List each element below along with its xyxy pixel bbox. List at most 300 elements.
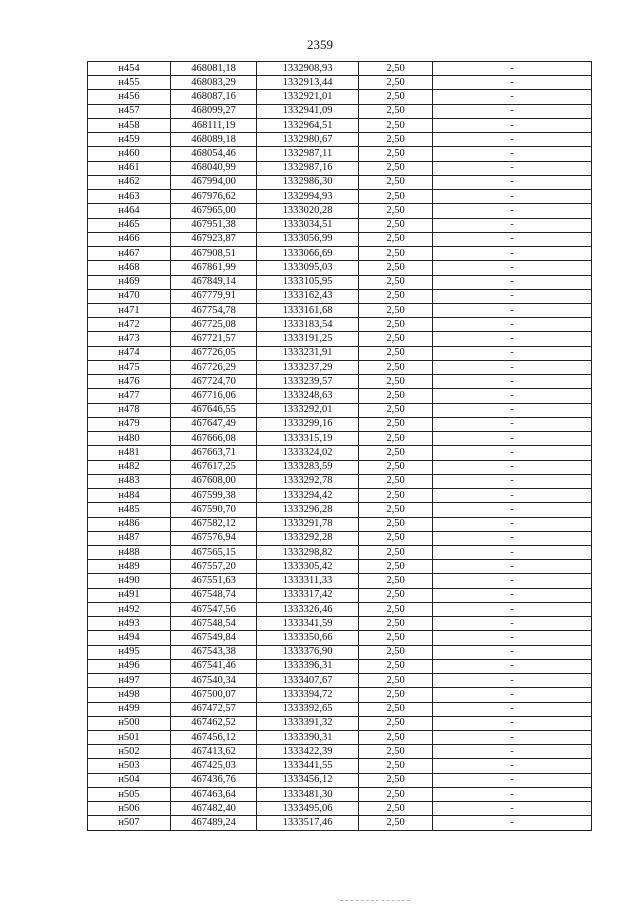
- point-id-cell: н459: [88, 133, 171, 147]
- point-id-cell: н495: [88, 645, 171, 659]
- point-id-cell: н483: [88, 474, 171, 488]
- table-row: [88, 446, 592, 460]
- x-coordinate-cell: 467599,38: [171, 489, 257, 503]
- table-row: [88, 531, 592, 545]
- point-id-cell: н466: [88, 232, 171, 246]
- table-row: [88, 62, 592, 76]
- description-cell: -: [433, 76, 592, 90]
- table-row: [88, 289, 592, 303]
- description-cell: -: [433, 332, 592, 346]
- y-coordinate-cell: 1333324,02: [257, 446, 359, 460]
- description-cell: -: [433, 588, 592, 602]
- table-row: [88, 133, 592, 147]
- point-id-cell: н454: [88, 62, 171, 76]
- accuracy-cell: 2,50: [359, 517, 433, 531]
- description-cell: -: [433, 118, 592, 132]
- x-coordinate-cell: 467666,08: [171, 432, 257, 446]
- description-cell: -: [433, 432, 592, 446]
- table-row: [88, 574, 592, 588]
- accuracy-cell: 2,50: [359, 731, 433, 745]
- description-cell: -: [433, 787, 592, 801]
- y-coordinate-cell: 1333191,25: [257, 332, 359, 346]
- y-coordinate-cell: 1333350,66: [257, 631, 359, 645]
- description-cell: -: [433, 175, 592, 189]
- table-row: [88, 745, 592, 759]
- point-id-cell: н462: [88, 175, 171, 189]
- accuracy-cell: 2,50: [359, 460, 433, 474]
- point-id-cell: н472: [88, 318, 171, 332]
- y-coordinate-cell: 1332921,01: [257, 90, 359, 104]
- description-cell: -: [433, 261, 592, 275]
- point-id-cell: н478: [88, 403, 171, 417]
- y-coordinate-cell: 1333020,28: [257, 204, 359, 218]
- x-coordinate-cell: 467540,34: [171, 674, 257, 688]
- accuracy-cell: 2,50: [359, 531, 433, 545]
- x-coordinate-cell: 467779,91: [171, 289, 257, 303]
- x-coordinate-cell: 467489,24: [171, 816, 257, 830]
- table-row: [88, 332, 592, 346]
- y-coordinate-cell: 1333034,51: [257, 218, 359, 232]
- x-coordinate-cell: 467726,29: [171, 360, 257, 374]
- point-id-cell: н501: [88, 731, 171, 745]
- point-id-cell: н458: [88, 118, 171, 132]
- accuracy-cell: 2,50: [359, 261, 433, 275]
- point-id-cell: н473: [88, 332, 171, 346]
- table-row: [88, 787, 592, 801]
- accuracy-cell: 2,50: [359, 617, 433, 631]
- description-cell: -: [433, 417, 592, 431]
- x-coordinate-cell: 467548,54: [171, 617, 257, 631]
- x-coordinate-cell: 467908,51: [171, 247, 257, 261]
- y-coordinate-cell: 1333394,72: [257, 688, 359, 702]
- y-coordinate-cell: 1333392,65: [257, 702, 359, 716]
- point-id-cell: н474: [88, 346, 171, 360]
- y-coordinate-cell: 1333311,33: [257, 574, 359, 588]
- table-row: [88, 731, 592, 745]
- table-row: [88, 389, 592, 403]
- y-coordinate-cell: 1333237,29: [257, 360, 359, 374]
- point-id-cell: н493: [88, 617, 171, 631]
- point-id-cell: н484: [88, 489, 171, 503]
- accuracy-cell: 2,50: [359, 247, 433, 261]
- accuracy-cell: 2,50: [359, 389, 433, 403]
- accuracy-cell: 2,50: [359, 360, 433, 374]
- table-row: [88, 261, 592, 275]
- table-row: [88, 161, 592, 175]
- point-id-cell: н502: [88, 745, 171, 759]
- point-id-cell: н496: [88, 659, 171, 673]
- accuracy-cell: 2,50: [359, 645, 433, 659]
- description-cell: -: [433, 247, 592, 261]
- y-coordinate-cell: 1333291,78: [257, 517, 359, 531]
- accuracy-cell: 2,50: [359, 446, 433, 460]
- point-id-cell: н475: [88, 360, 171, 374]
- description-cell: -: [433, 731, 592, 745]
- x-coordinate-cell: 467462,52: [171, 716, 257, 730]
- description-cell: -: [433, 816, 592, 830]
- y-coordinate-cell: 1333305,42: [257, 560, 359, 574]
- description-cell: -: [433, 474, 592, 488]
- x-coordinate-cell: 468111,19: [171, 118, 257, 132]
- table-row: [88, 275, 592, 289]
- x-coordinate-cell: 467608,00: [171, 474, 257, 488]
- x-coordinate-cell: 467548,74: [171, 588, 257, 602]
- description-cell: -: [433, 403, 592, 417]
- y-coordinate-cell: 1333231,91: [257, 346, 359, 360]
- accuracy-cell: 2,50: [359, 118, 433, 132]
- point-id-cell: н489: [88, 560, 171, 574]
- description-cell: -: [433, 645, 592, 659]
- table-row: [88, 432, 592, 446]
- description-cell: -: [433, 375, 592, 389]
- coordinates-table: [87, 61, 592, 831]
- table-row: [88, 688, 592, 702]
- description-cell: -: [433, 802, 592, 816]
- x-coordinate-cell: 467965,00: [171, 204, 257, 218]
- table-row: [88, 247, 592, 261]
- x-coordinate-cell: 467724,70: [171, 375, 257, 389]
- description-cell: -: [433, 104, 592, 118]
- point-id-cell: н488: [88, 545, 171, 559]
- point-id-cell: н494: [88, 631, 171, 645]
- y-coordinate-cell: 1332987,16: [257, 161, 359, 175]
- coordinates-table-body: [88, 62, 592, 831]
- y-coordinate-cell: 1332980,67: [257, 133, 359, 147]
- table-row: [88, 631, 592, 645]
- table-row: [88, 759, 592, 773]
- x-coordinate-cell: 467425,03: [171, 759, 257, 773]
- y-coordinate-cell: 1333296,28: [257, 503, 359, 517]
- description-cell: -: [433, 232, 592, 246]
- x-coordinate-cell: 467565,15: [171, 545, 257, 559]
- table-row: [88, 303, 592, 317]
- description-cell: -: [433, 716, 592, 730]
- point-id-cell: н497: [88, 674, 171, 688]
- x-coordinate-cell: 467590,70: [171, 503, 257, 517]
- accuracy-cell: 2,50: [359, 503, 433, 517]
- x-coordinate-cell: 467994,00: [171, 175, 257, 189]
- table-row: [88, 90, 592, 104]
- x-coordinate-cell: 467951,38: [171, 218, 257, 232]
- table-row: [88, 118, 592, 132]
- table-row: [88, 218, 592, 232]
- accuracy-cell: 2,50: [359, 432, 433, 446]
- y-coordinate-cell: 1333183,54: [257, 318, 359, 332]
- table-row: [88, 489, 592, 503]
- x-coordinate-cell: 467413,62: [171, 745, 257, 759]
- table-row: [88, 375, 592, 389]
- description-cell: -: [433, 617, 592, 631]
- point-id-cell: н465: [88, 218, 171, 232]
- x-coordinate-cell: 467500,07: [171, 688, 257, 702]
- y-coordinate-cell: 1332908,93: [257, 62, 359, 76]
- accuracy-cell: 2,50: [359, 147, 433, 161]
- point-id-cell: н485: [88, 503, 171, 517]
- x-coordinate-cell: 468081,18: [171, 62, 257, 76]
- x-coordinate-cell: 467849,14: [171, 275, 257, 289]
- description-cell: -: [433, 90, 592, 104]
- x-coordinate-cell: 468099,27: [171, 104, 257, 118]
- y-coordinate-cell: 1333292,28: [257, 531, 359, 545]
- accuracy-cell: 2,50: [359, 62, 433, 76]
- accuracy-cell: 2,50: [359, 489, 433, 503]
- table-row: [88, 417, 592, 431]
- table-row: [88, 318, 592, 332]
- x-coordinate-cell: 468089,18: [171, 133, 257, 147]
- x-coordinate-cell: 468054,46: [171, 147, 257, 161]
- description-cell: -: [433, 161, 592, 175]
- accuracy-cell: 2,50: [359, 104, 433, 118]
- table-row: [88, 560, 592, 574]
- table-row: [88, 645, 592, 659]
- table-row: [88, 403, 592, 417]
- point-id-cell: н490: [88, 574, 171, 588]
- y-coordinate-cell: 1333105,95: [257, 275, 359, 289]
- accuracy-cell: 2,50: [359, 417, 433, 431]
- y-coordinate-cell: 1333456,12: [257, 773, 359, 787]
- x-coordinate-cell: 467551,63: [171, 574, 257, 588]
- accuracy-cell: 2,50: [359, 759, 433, 773]
- x-coordinate-cell: 467617,25: [171, 460, 257, 474]
- description-cell: -: [433, 503, 592, 517]
- y-coordinate-cell: 1333292,78: [257, 474, 359, 488]
- y-coordinate-cell: 1333056,99: [257, 232, 359, 246]
- table-row: [88, 702, 592, 716]
- point-id-cell: н470: [88, 289, 171, 303]
- accuracy-cell: 2,50: [359, 190, 433, 204]
- description-cell: -: [433, 517, 592, 531]
- y-coordinate-cell: 1333315,19: [257, 432, 359, 446]
- accuracy-cell: 2,50: [359, 802, 433, 816]
- description-cell: -: [433, 147, 592, 161]
- accuracy-cell: 2,50: [359, 787, 433, 801]
- accuracy-cell: 2,50: [359, 745, 433, 759]
- point-id-cell: н461: [88, 161, 171, 175]
- description-cell: -: [433, 62, 592, 76]
- table-row: [88, 802, 592, 816]
- description-cell: -: [433, 659, 592, 673]
- accuracy-cell: 2,50: [359, 560, 433, 574]
- point-id-cell: н504: [88, 773, 171, 787]
- x-coordinate-cell: 467923,87: [171, 232, 257, 246]
- table-row: [88, 204, 592, 218]
- y-coordinate-cell: 1333341,59: [257, 617, 359, 631]
- accuracy-cell: 2,50: [359, 816, 433, 830]
- x-coordinate-cell: 468087,16: [171, 90, 257, 104]
- table-row: [88, 147, 592, 161]
- accuracy-cell: 2,50: [359, 218, 433, 232]
- point-id-cell: н480: [88, 432, 171, 446]
- y-coordinate-cell: 1333292,01: [257, 403, 359, 417]
- table-row: [88, 460, 592, 474]
- table-row: [88, 503, 592, 517]
- accuracy-cell: 2,50: [359, 232, 433, 246]
- table-row: [88, 76, 592, 90]
- point-id-cell: н503: [88, 759, 171, 773]
- accuracy-cell: 2,50: [359, 659, 433, 673]
- description-cell: -: [433, 190, 592, 204]
- accuracy-cell: 2,50: [359, 175, 433, 189]
- y-coordinate-cell: 1332987,11: [257, 147, 359, 161]
- point-id-cell: н491: [88, 588, 171, 602]
- table-row: [88, 773, 592, 787]
- description-cell: -: [433, 318, 592, 332]
- table-row: [88, 545, 592, 559]
- y-coordinate-cell: 1332913,44: [257, 76, 359, 90]
- accuracy-cell: 2,50: [359, 332, 433, 346]
- x-coordinate-cell: 467456,12: [171, 731, 257, 745]
- table-row: [88, 674, 592, 688]
- accuracy-cell: 2,50: [359, 545, 433, 559]
- accuracy-cell: 2,50: [359, 631, 433, 645]
- description-cell: -: [433, 218, 592, 232]
- y-coordinate-cell: 1333248,63: [257, 389, 359, 403]
- x-coordinate-cell: 467716,06: [171, 389, 257, 403]
- accuracy-cell: 2,50: [359, 204, 433, 218]
- accuracy-cell: 2,50: [359, 574, 433, 588]
- point-id-cell: н476: [88, 375, 171, 389]
- point-id-cell: н460: [88, 147, 171, 161]
- point-id-cell: н464: [88, 204, 171, 218]
- table-row: [88, 474, 592, 488]
- accuracy-cell: 2,50: [359, 403, 433, 417]
- table-row: [88, 360, 592, 374]
- x-coordinate-cell: 467582,12: [171, 517, 257, 531]
- y-coordinate-cell: 1333517,46: [257, 816, 359, 830]
- y-coordinate-cell: 1332986,30: [257, 175, 359, 189]
- accuracy-cell: 2,50: [359, 133, 433, 147]
- accuracy-cell: 2,50: [359, 303, 433, 317]
- table-row: [88, 659, 592, 673]
- y-coordinate-cell: 1333066,69: [257, 247, 359, 261]
- y-coordinate-cell: 1333326,46: [257, 602, 359, 616]
- accuracy-cell: 2,50: [359, 289, 433, 303]
- y-coordinate-cell: 1333294,42: [257, 489, 359, 503]
- table-row: [88, 716, 592, 730]
- accuracy-cell: 2,50: [359, 76, 433, 90]
- table-row: [88, 190, 592, 204]
- x-coordinate-cell: 467557,20: [171, 560, 257, 574]
- footer-line: [340, 900, 410, 901]
- y-coordinate-cell: 1333407,67: [257, 674, 359, 688]
- accuracy-cell: 2,50: [359, 716, 433, 730]
- description-cell: -: [433, 489, 592, 503]
- description-cell: -: [433, 773, 592, 787]
- accuracy-cell: 2,50: [359, 674, 433, 688]
- y-coordinate-cell: 1332964,51: [257, 118, 359, 132]
- description-cell: -: [433, 688, 592, 702]
- x-coordinate-cell: 467726,05: [171, 346, 257, 360]
- x-coordinate-cell: 467541,46: [171, 659, 257, 673]
- x-coordinate-cell: 467725,08: [171, 318, 257, 332]
- table-row: [88, 104, 592, 118]
- y-coordinate-cell: 1333481,30: [257, 787, 359, 801]
- point-id-cell: н463: [88, 190, 171, 204]
- y-coordinate-cell: 1332994,93: [257, 190, 359, 204]
- accuracy-cell: 2,50: [359, 90, 433, 104]
- description-cell: -: [433, 531, 592, 545]
- accuracy-cell: 2,50: [359, 375, 433, 389]
- y-coordinate-cell: 1333161,68: [257, 303, 359, 317]
- description-cell: -: [433, 275, 592, 289]
- point-id-cell: н468: [88, 261, 171, 275]
- point-id-cell: н469: [88, 275, 171, 289]
- accuracy-cell: 2,50: [359, 346, 433, 360]
- x-coordinate-cell: 467647,49: [171, 417, 257, 431]
- y-coordinate-cell: 1333495,06: [257, 802, 359, 816]
- y-coordinate-cell: 1333162,43: [257, 289, 359, 303]
- table-row: [88, 517, 592, 531]
- description-cell: -: [433, 460, 592, 474]
- x-coordinate-cell: 468040,99: [171, 161, 257, 175]
- point-id-cell: н499: [88, 702, 171, 716]
- accuracy-cell: 2,50: [359, 702, 433, 716]
- description-cell: -: [433, 289, 592, 303]
- accuracy-cell: 2,50: [359, 474, 433, 488]
- description-cell: -: [433, 702, 592, 716]
- point-id-cell: н456: [88, 90, 171, 104]
- description-cell: -: [433, 204, 592, 218]
- point-id-cell: н457: [88, 104, 171, 118]
- page-number: 2359: [307, 37, 333, 52]
- description-cell: -: [433, 574, 592, 588]
- accuracy-cell: 2,50: [359, 773, 433, 787]
- y-coordinate-cell: 1333283,59: [257, 460, 359, 474]
- accuracy-cell: 2,50: [359, 602, 433, 616]
- y-coordinate-cell: 1332941,09: [257, 104, 359, 118]
- table-row: [88, 346, 592, 360]
- x-coordinate-cell: 467721,57: [171, 332, 257, 346]
- x-coordinate-cell: 467549,84: [171, 631, 257, 645]
- description-cell: -: [433, 745, 592, 759]
- point-id-cell: н498: [88, 688, 171, 702]
- point-id-cell: н506: [88, 802, 171, 816]
- table-row: [88, 617, 592, 631]
- description-cell: -: [433, 133, 592, 147]
- description-cell: -: [433, 346, 592, 360]
- y-coordinate-cell: 1333317,42: [257, 588, 359, 602]
- y-coordinate-cell: 1333239,57: [257, 375, 359, 389]
- y-coordinate-cell: 1333441,55: [257, 759, 359, 773]
- x-coordinate-cell: 468083,29: [171, 76, 257, 90]
- x-coordinate-cell: 467436,76: [171, 773, 257, 787]
- table-row: [88, 602, 592, 616]
- y-coordinate-cell: 1333299,16: [257, 417, 359, 431]
- point-id-cell: н500: [88, 716, 171, 730]
- table-row: [88, 232, 592, 246]
- point-id-cell: н486: [88, 517, 171, 531]
- x-coordinate-cell: 467472,57: [171, 702, 257, 716]
- x-coordinate-cell: 467576,94: [171, 531, 257, 545]
- point-id-cell: н471: [88, 303, 171, 317]
- accuracy-cell: 2,50: [359, 318, 433, 332]
- point-id-cell: н487: [88, 531, 171, 545]
- point-id-cell: н481: [88, 446, 171, 460]
- x-coordinate-cell: 467861,99: [171, 261, 257, 275]
- accuracy-cell: 2,50: [359, 588, 433, 602]
- y-coordinate-cell: 1333390,31: [257, 731, 359, 745]
- accuracy-cell: 2,50: [359, 275, 433, 289]
- point-id-cell: н492: [88, 602, 171, 616]
- x-coordinate-cell: 467754,78: [171, 303, 257, 317]
- description-cell: -: [433, 446, 592, 460]
- x-coordinate-cell: 467482,40: [171, 802, 257, 816]
- y-coordinate-cell: 1333396,31: [257, 659, 359, 673]
- description-cell: -: [433, 303, 592, 317]
- table-row: [88, 175, 592, 189]
- point-id-cell: н505: [88, 787, 171, 801]
- x-coordinate-cell: 467543,38: [171, 645, 257, 659]
